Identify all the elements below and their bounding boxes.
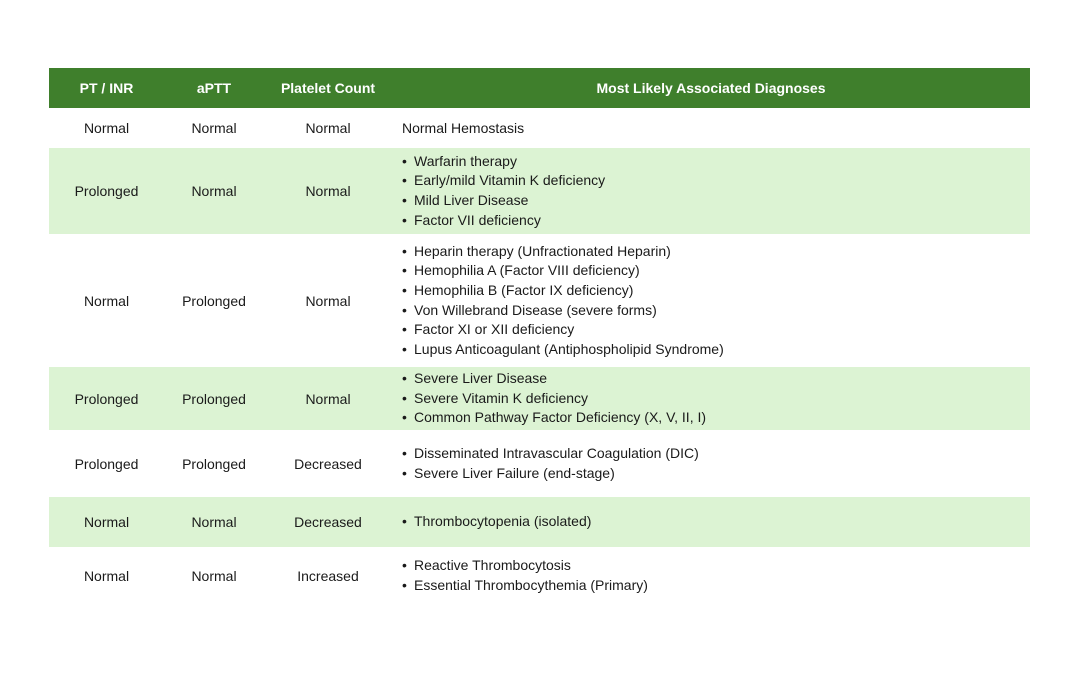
bullet-icon: • <box>402 340 407 357</box>
cell-aptt: Prolonged <box>164 367 264 430</box>
cell-diagnoses <box>392 547 1030 605</box>
diagnosis-item: • Disseminated Intravascular Coagulation (DIC) <box>402 444 1030 464</box>
table-header-row <box>49 68 1030 108</box>
cell-diagnoses <box>392 367 1030 430</box>
cell-diagnoses <box>392 148 1030 234</box>
diagnosis-item: • Severe Vitamin K deficiency <box>402 389 1030 409</box>
coagulation-table <box>49 68 1030 605</box>
diagnosis-list <box>402 444 1030 483</box>
diagnosis-item: • Factor XI or XII deficiency <box>402 320 1030 340</box>
header-diagnoses: Most Likely Associated Diagnoses <box>392 68 1030 108</box>
diagnosis-item: • Severe Liver Disease <box>402 369 1030 389</box>
table-row <box>49 547 1030 605</box>
diagnosis-item: • Warfarin therapy <box>402 152 1030 172</box>
cell-diagnoses <box>392 497 1030 547</box>
bullet-icon: • <box>402 152 407 169</box>
cell-aptt: Normal <box>164 148 264 234</box>
cell-pt-inr: Prolonged <box>49 430 164 497</box>
bullet-icon: • <box>402 444 407 461</box>
bullet-icon: • <box>402 409 407 426</box>
cell-pt-inr: Normal <box>49 547 164 605</box>
cell-platelet-count: Normal <box>264 234 392 367</box>
table-row <box>49 234 1030 367</box>
table-row <box>49 497 1030 547</box>
diagnosis-item: • Heparin therapy (Unfractionated Heparin) <box>402 242 1030 262</box>
diagnosis-list <box>402 242 1030 360</box>
cell-aptt: Prolonged <box>164 234 264 367</box>
header-pt-inr: PT / INR <box>49 68 164 108</box>
cell-platelet-count: Increased <box>264 547 392 605</box>
cell-aptt: Normal <box>164 108 264 148</box>
bullet-icon: • <box>402 301 407 318</box>
cell-platelet-count: Normal <box>264 148 392 234</box>
diagnosis-item: • Mild Liver Disease <box>402 191 1030 211</box>
cell-diagnosis: Normal Hemostasis <box>392 108 1030 148</box>
cell-diagnoses <box>392 234 1030 367</box>
cell-platelet-count: Decreased <box>264 497 392 547</box>
bullet-icon: • <box>402 211 407 228</box>
diagnosis-list <box>402 369 1030 428</box>
table-row <box>49 430 1030 497</box>
diagnosis-item: • Lupus Anticoagulant (Antiphospholipid Syndrome) <box>402 340 1030 360</box>
cell-pt-inr: Normal <box>49 234 164 367</box>
header-platelet-count: Platelet Count <box>264 68 392 108</box>
coagulation-table-container <box>49 68 1030 605</box>
cell-pt-inr: Normal <box>49 497 164 547</box>
diagnosis-item: • Common Pathway Factor Deficiency (X, V, II, I) <box>402 408 1030 428</box>
diagnosis-item: • Hemophilia B (Factor IX deficiency) <box>402 281 1030 301</box>
cell-platelet-count: Decreased <box>264 430 392 497</box>
cell-pt-inr: Prolonged <box>49 148 164 234</box>
diagnosis-item: • Severe Liver Failure (end-stage) <box>402 464 1030 484</box>
cell-pt-inr: Prolonged <box>49 367 164 430</box>
bullet-icon: • <box>402 321 407 338</box>
table-row <box>49 367 1030 430</box>
bullet-icon: • <box>402 192 407 208</box>
diagnosis-item: • Reactive Thrombocytosis <box>402 556 1030 576</box>
header-aptt: aPTT <box>164 68 264 108</box>
cell-pt-inr: Normal <box>49 108 164 148</box>
cell-platelet-count: Normal <box>264 108 392 148</box>
table-row <box>49 108 1030 148</box>
diagnosis-item: • Early/mild Vitamin K deficiency <box>402 171 1030 191</box>
cell-platelet-count: Normal <box>264 367 392 430</box>
bullet-icon: • <box>402 577 407 593</box>
bullet-icon: • <box>402 262 407 279</box>
bullet-icon: • <box>402 513 407 530</box>
diagnosis-item: • Thrombocytopenia (isolated) <box>402 512 1030 532</box>
cell-aptt: Normal <box>164 497 264 547</box>
diagnosis-item: • Essential Thrombocythemia (Primary) <box>402 576 1030 596</box>
diagnosis-item: • Von Willebrand Disease (severe forms) <box>402 301 1030 321</box>
bullet-icon: • <box>402 281 407 298</box>
bullet-icon: • <box>402 242 407 259</box>
bullet-icon: • <box>402 389 407 406</box>
bullet-icon: • <box>402 557 407 574</box>
diagnosis-item: • Factor VII deficiency <box>402 211 1030 231</box>
bullet-icon: • <box>402 464 407 481</box>
cell-aptt: Normal <box>164 547 264 605</box>
diagnosis-list <box>402 152 1030 230</box>
cell-diagnoses <box>392 430 1030 497</box>
bullet-icon: • <box>402 370 407 387</box>
diagnosis-list <box>402 512 1030 532</box>
bullet-icon: • <box>402 172 407 189</box>
cell-aptt: Prolonged <box>164 430 264 497</box>
table-row <box>49 148 1030 234</box>
diagnosis-list <box>402 556 1030 595</box>
diagnosis-item: • Hemophilia A (Factor VIII deficiency) <box>402 261 1030 281</box>
